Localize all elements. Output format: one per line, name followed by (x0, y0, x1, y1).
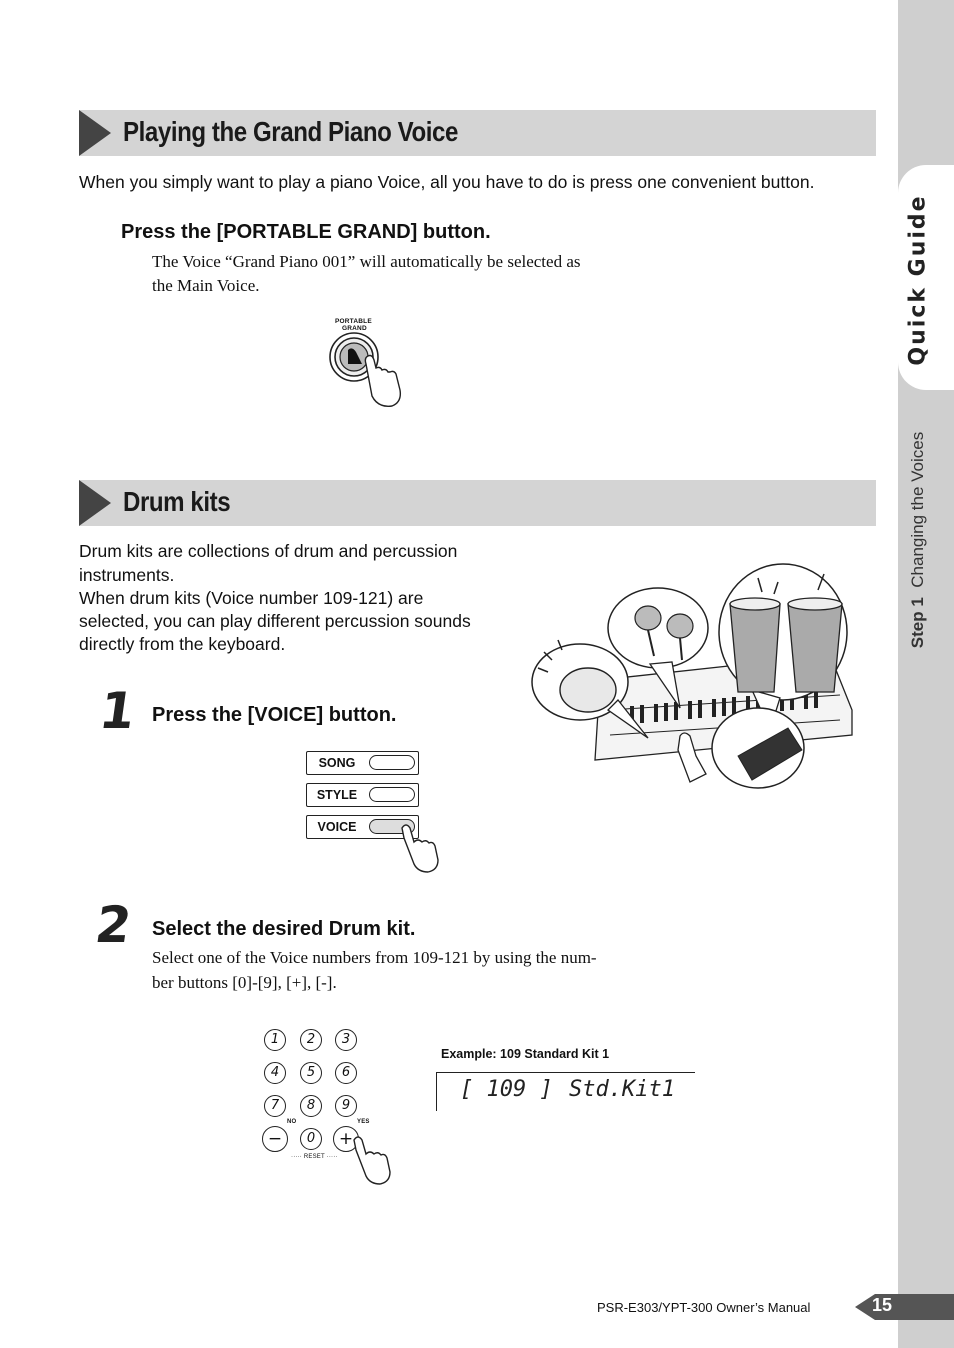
key-4[interactable]: 4 (264, 1062, 286, 1084)
side-step-prefix: Step 1 (908, 597, 927, 649)
key-1[interactable]: 1 (264, 1029, 286, 1051)
no-label: NO (287, 1119, 297, 1125)
yes-label: YES (357, 1119, 370, 1125)
pointing-hand-icon (350, 1134, 396, 1186)
plus-key[interactable]: + (333, 1126, 359, 1152)
song-button[interactable] (306, 751, 419, 775)
instruction-line: the Main Voice. (152, 276, 260, 295)
page-number: 15 (872, 1295, 893, 1315)
side-step-label (908, 432, 928, 648)
button-pill (369, 787, 415, 802)
step-text-line: ber buttons [0]-[9], [+], [-]. (152, 973, 337, 992)
drum-intro-line: selected, you can play different percussion sounds (79, 611, 471, 631)
instruction-heading: Press the [PORTABLE GRAND] button. (121, 221, 491, 243)
step-text-line: Select one of the Voice numbers from 109-121 by using the num- (152, 948, 597, 967)
display-voice-number: [ 109 ] (460, 1077, 553, 1102)
page-number-tab (855, 1294, 954, 1320)
reset-label: ····· RESET ····· (291, 1154, 338, 1160)
voice-button-label: VOICE (317, 820, 357, 834)
key-7[interactable]: 7 (264, 1095, 286, 1117)
step-heading: Select the desired Drum kit. (152, 918, 416, 940)
side-step-title: Changing the Voices (908, 431, 927, 588)
step-heading: Press the [VOICE] button. (152, 704, 397, 726)
section-intro: When you simply want to play a piano Voice, all you have to do is press one convenient button. (79, 172, 815, 192)
section-title: Drum kits (123, 486, 231, 517)
step-number: 2 (91, 896, 135, 954)
key-5[interactable]: 5 (300, 1062, 322, 1084)
style-button-label: STYLE (316, 788, 358, 802)
pointing-hand-icon (398, 822, 442, 874)
display-voice-name: Std.Kit1 (569, 1077, 675, 1102)
song-button-label: SONG (318, 756, 356, 770)
step-number: 1 (95, 682, 139, 740)
side-section-label: Quick Guide (905, 194, 931, 366)
style-button[interactable] (306, 783, 419, 807)
key-2[interactable]: 2 (300, 1029, 322, 1051)
key-9[interactable]: 9 (335, 1095, 357, 1117)
drum-intro-line: Drum kits are collections of drum and percussion (79, 541, 458, 561)
drum-intro-line: instruments. (79, 565, 175, 585)
footer-manual-title: PSR-E303/YPT-300 Owner’s Manual (597, 1300, 811, 1315)
button-pill (369, 755, 415, 770)
drum-intro-line: directly from the keyboard. (79, 634, 286, 654)
section-header-grand-piano (79, 110, 876, 156)
portable-grand-label: GRAND (342, 325, 367, 332)
key-3[interactable]: 3 (335, 1029, 357, 1051)
key-8[interactable]: 8 (300, 1095, 322, 1117)
reset-text: RESET (303, 1154, 325, 1160)
drum-intro-line: When drum kits (Voice number 109-121) are (79, 588, 424, 608)
section-title: Playing the Grand Piano Voice (123, 116, 458, 147)
display-caption: Example: 109 Standard Kit 1 (441, 1047, 610, 1061)
portable-grand-button-icon[interactable] (320, 330, 410, 412)
instruction-line: The Voice “Grand Piano 001” will automatically be selected as (152, 252, 581, 271)
portable-grand-label: PORTABLE (335, 318, 372, 325)
minus-key[interactable]: − (262, 1126, 288, 1152)
section-arrow-icon (79, 110, 111, 156)
key-0[interactable]: 0 (300, 1128, 322, 1150)
section-arrow-icon (79, 480, 111, 526)
key-6[interactable]: 6 (335, 1062, 357, 1084)
percussion-illustration (530, 560, 870, 792)
section-header-drum-kits (79, 480, 876, 526)
